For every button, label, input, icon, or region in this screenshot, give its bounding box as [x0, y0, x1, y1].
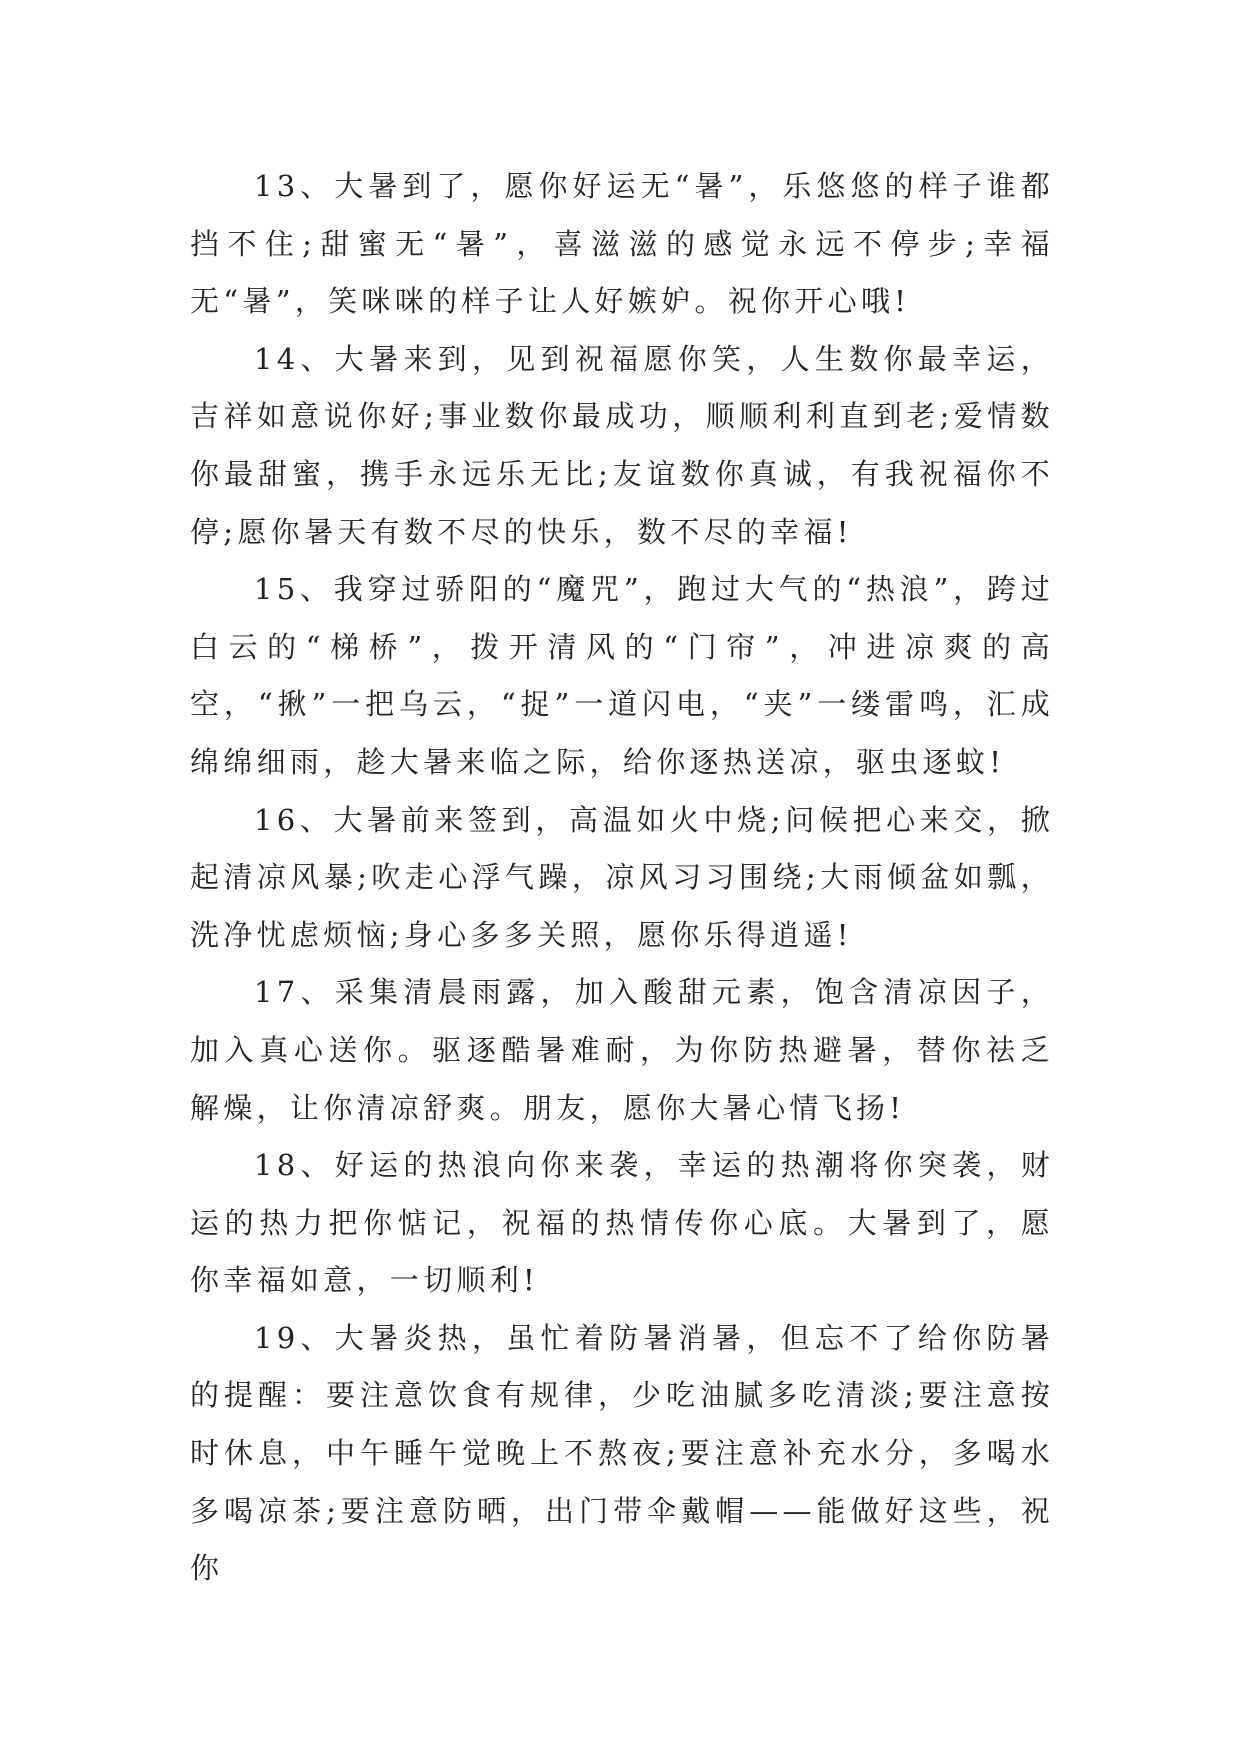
paragraph-16: 16、大暑前来签到，高温如火中烧;问候把心来交，掀起清凉风暴;吹走心浮气躁，凉风习习围绕;大雨倾盆如瓢，洗净忧虑烦恼;身心多多关照，愿你乐得逍遥! [190, 802, 1054, 952]
paragraph-14: 14、大暑来到，见到祝福愿你笑，人生数你最幸运，吉祥如意说你好;事业数你最成功，顺顺利利直到老;爱情数你最甜蜜，携手永远乐无比;友谊数你真诚，有我祝福你不停;愿你暑天有数不尽的快乐，数不尽的幸福! [190, 341, 1054, 549]
paragraph-17: 17、采集清晨雨露，加入酸甜元素，饱含清凉因子，加入真心送你。驱逐酷暑难耐，为你防热避暑，替你祛乏解燥，让你清凉舒爽。朋友，愿你大暑心情飞扬! [190, 975, 1054, 1125]
paragraph-19: 19、大暑炎热，虽忙着防暑消暑，但忘不了给你防暑的提醒：要注意饮食有规律，少吃油腻多吃清淡;要注意按时休息，中午睡午觉晚上不熬夜;要注意补充水分，多喝水多喝凉茶;要注意防晒，出门带伞戴帽——能做好这些，祝你 [190, 1320, 1054, 1586]
paragraph-18: 18、好运的热浪向你来袭，幸运的热潮将你突袭，财运的热力把你惦记，祝福的热情传你心底。大暑到了，愿你幸福如意，一切顺利! [190, 1148, 1054, 1298]
paragraph-15: 15、我穿过骄阳的“魔咒”，跑过大气的“热浪”，跨过白云的“梯桥”，拨开清风的“门帘”，冲进凉爽的高空，“揪”一把乌云，“捉”一道闪电，“夹”一缕雷鸣，汇成绵绵细雨，趁大暑来临之际，给你逐热送凉，驱虫逐蚊! [190, 572, 1054, 779]
document-body [190, 158, 1054, 1598]
paragraph-13: 13、大暑到了，愿你好运无“暑”，乐悠悠的样子谁都挡不住;甜蜜无“暑”，喜滋滋的感觉永远不停步;幸福无“暑”，笑咪咪的样子让人好嫉妒。祝你开心哦! [190, 169, 1054, 319]
